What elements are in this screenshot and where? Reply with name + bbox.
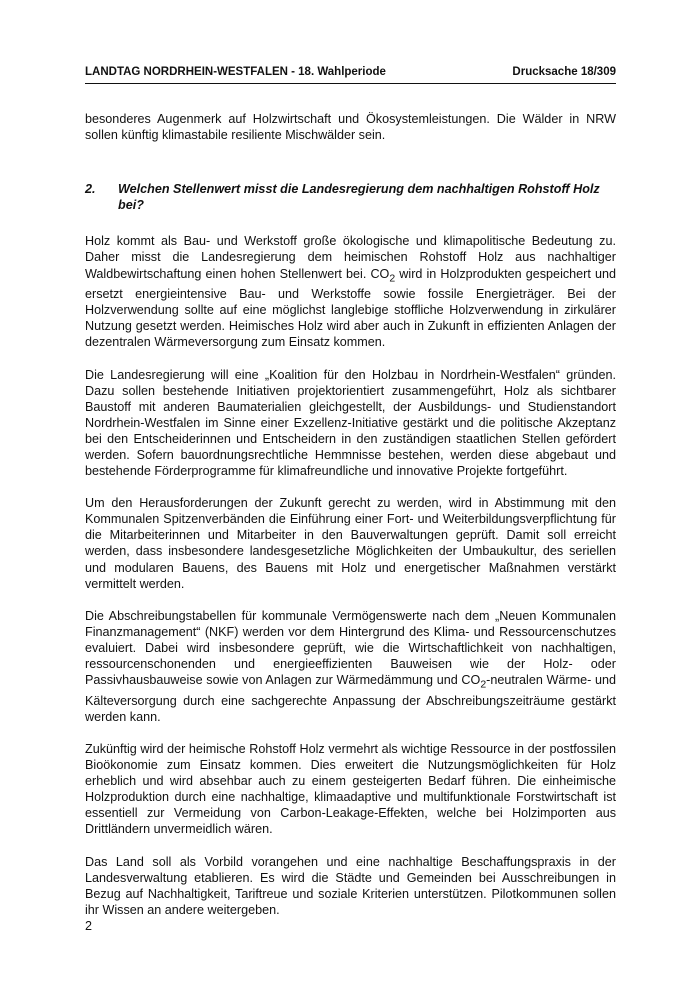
paragraph-1-part-b: wird in Holzprodukten gespeichert und ersetzt energieintensive Bau- und Werkstoffe sowie fossile Energieträger. Bei der Holzverwendung sollte auf eine möglichst langlebige stoffliche Holzverwendung in zirkulärer Nutzung gesetzt werden. Heimisches Holz wird aber auch in Zukunft in effizienten Anlagen der dezentralen Wärmeversorgung zum Einsatz kommen. [85, 266, 616, 350]
paragraph-4-part-a: Die Abschreibungstabellen für kommunale Vermögenswerte nach dem „Neuen Kommunalen Finanzmanagement“ (NKF) werden vor dem Hintergrund des Klima- und Ressourcenschutzes evaluiert. Dabei wird insbesondere geprüft, wie die Wirtschaftlichkeit von nachhaltigen, ressourcenschonenden und energieeffizienten Bauweisen wie der Holz- oder Passivhausbauweise sowie von Anlagen zur Wärmedämmung und CO [85, 608, 616, 688]
document-body [85, 111, 616, 934]
page-number: 2 [85, 919, 93, 933]
answer-paragraph-6: Das Land soll als Vorbild vorangehen und eine nachhaltige Beschaffungspraxis in der Landesverwaltung etablieren. Es wird die Städte und Gemeinden bei Ausschreibungen in Bezug auf Nachhaltigkeit, Tariftreue und soziale Kriterien unterstützen. Pilotkommunen sollen ihr Wissen an andere weitergeben. [85, 854, 616, 917]
answer-paragraph-3: Um den Herausforderungen der Zukunft gerecht zu werden, wird in Abstimmung mit den Kommunalen Spitzenverbänden die Einführung einer Fort- und Weiterbildungsverpflichtung für die Mitarbeiterinnen und Mitarbeiter in den Bauverwaltungen geprüft. Damit soll erreicht werden, dass insbesondere landesgesetzliche Möglichkeiten der Umbaukultur, des seriellen und modularen Bauens, des Bauens mit Holz und energetischer Maßnahmen verstärkt vermittelt werden. [85, 496, 616, 591]
co2-subscript: 2 [480, 678, 487, 691]
answer-paragraph-1 [85, 233, 616, 350]
page-header [85, 66, 616, 78]
intro-paragraph: besonderes Augenmerk auf Holzwirtschaft und Ökosystemleistungen. Die Wälder in NRW sollen künftig klimastabile resiliente Mischwälder sein. [85, 112, 616, 143]
question-number: 2. [85, 182, 96, 197]
header-title: LANDTAG NORDRHEIN-WESTFALEN - 18. Wahlperiode [85, 66, 386, 78]
co2-subscript: 2 [389, 272, 396, 285]
answer-paragraph-4 [85, 608, 616, 725]
answer-paragraph-5: Zukünftig wird der heimische Rohstoff Holz vermehrt als wichtige Ressource in der postfossilen Bioökonomie zum Einsatz kommen. Dies erweitert die Nutzungsmöglichkeiten für Holz erheblich und wird absehbar auch zu einem gesteigerten Bedarf führen. Die einheimische Holzproduktion durch eine nachhaltige, klimaadaptive und multifunktionale Forstwirtschaft ist essentiell zur Vermeidung von Carbon-Leakage-Effekten, welche bei Holzimporten aus Drittländern unvermeidlich wären. [85, 741, 616, 837]
document-number: Drucksache 18/309 [512, 66, 616, 78]
paragraph-4-part-b: -neutralen Wärme- und Kälteversorgung durch eine sachgerechte Anpassung der Abschreibungszeiträume gestärkt werden kann. [85, 673, 616, 724]
answer-paragraph-2: Die Landesregierung will eine „Koalition für den Holzbau in Nordrhein-Westfalen“ gründen. Dazu sollen bestehende Initiativen projektorientiert zusammengeführt, Holz als sichtbarer Baustoff mit anderen Baumaterialien gleichgestellt, der Ausbildungs- und Studienstandort Nordrhein-Westfalen im Sinne einer Exzellenz-Initiative gestärkt und die politische Akzeptanz bei den Entscheiderinnen und Entscheidern in den zuständigen staatlichen Stellen gefördert werden. Sofern bauordnungsrechtliche Hemmnisse bestehen, werden diese abgebaut und bestehende Förderprogramme für klimafreundliche und innovative Projekte fortgeführt. [85, 367, 616, 479]
question-text: Welchen Stellenwert misst die Landesregierung dem nachhaltigen Rohstoff Holz bei? [118, 182, 600, 213]
header-rule [85, 83, 616, 84]
question-heading [85, 181, 616, 213]
paragraph-1-part-a: Holz kommt als Bau- und Werkstoff große ökologische und klimapolitische Bedeutung zu. Daher misst die Landesregierung dem heimischen Rohstoff Holz aus nachhaltiger Waldbewirtschaftung einen hohen Stellenwert bei. CO [85, 234, 616, 281]
